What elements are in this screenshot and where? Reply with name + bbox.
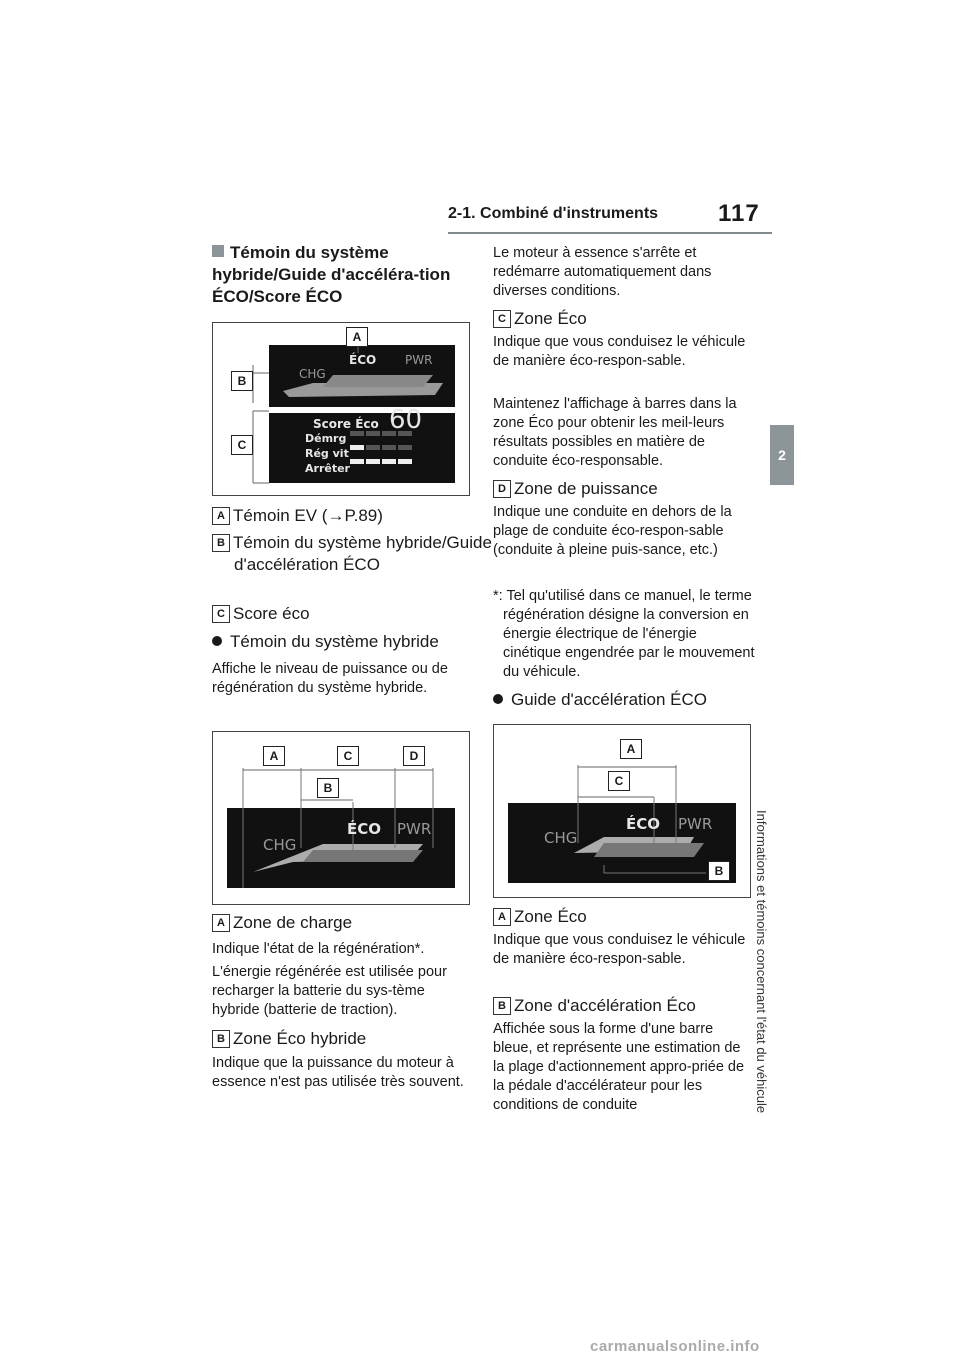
item-eco-zone-2: A Zone Éco xyxy=(493,906,748,928)
fig3-eco-label: ÉCO xyxy=(626,815,661,833)
page-number: 117 xyxy=(718,200,760,227)
chapter-side-title: Informations et témoins concernant l'état du véhicule xyxy=(754,810,769,1114)
item-hybrid-eco-zone: B Zone Éco hybride xyxy=(212,1028,470,1050)
bullet-icon xyxy=(212,636,222,646)
item-ev-indicator: A Témoin EV (→P.89) xyxy=(212,505,470,527)
fig2-tag-b: B xyxy=(317,778,339,798)
fig3-tag-c: C xyxy=(608,771,630,791)
eco-accel-zone-text: Affichée sous la forme d'une barre bleue, et représente une estimation de la plage d'actionnement appro-priée de la pédale d'accélérateur pour les conditions de conduite xyxy=(493,1021,745,1113)
item-score-eco: C Score éco xyxy=(212,603,470,625)
figure-score-eco xyxy=(212,322,470,496)
fig2-tag-c: C xyxy=(337,746,359,766)
charge-zone-text1: Indique l'état de la régénération*. xyxy=(212,941,425,957)
footnote-regeneration: *: Tel qu'utilisé dans ce manuel, le terme régénération désigne la conversion en énergie électrique de l'énergie cinétique engendrée par le mouvement du véhicule. xyxy=(493,588,755,680)
charge-zone-text2: L'énergie régénérée est utilisée pour recharger la batterie du sys-tème hybride (batterie de traction). xyxy=(212,964,447,1018)
fig2-chg-label: CHG xyxy=(263,836,297,854)
item-eco-zone: C Zone Éco xyxy=(493,308,748,330)
fig2-eco-label: ÉCO xyxy=(347,820,382,838)
fig1-chg-label: CHG xyxy=(299,367,326,381)
engine-auto-text: Le moteur à essence s'arrête et redémarre automatiquement dans diverses conditions. xyxy=(493,245,712,299)
score-eco-value: 60 xyxy=(389,405,423,435)
square-bullet-icon xyxy=(212,245,224,257)
fig1-eco-label: ÉCO xyxy=(349,353,377,367)
item-hybrid-indicator: B Témoin du système hybride/Guide d'accélération ÉCO xyxy=(212,532,492,576)
hybrid-indicator-text: Affiche le niveau de puissance ou de régénération du système hybride. xyxy=(212,661,448,696)
col1-heading: Témoin du système hybride/Guide d'accéléra-tion ÉCO/Score ÉCO xyxy=(212,243,451,306)
hybrid-eco-zone-text: Indique que la puissance du moteur à essence n'est pas utilisée très souvent. xyxy=(212,1055,464,1090)
eco-zone-text2: Maintenez l'affichage à barres dans la zone Éco pour obtenir les meil-leurs résultats possibles en matière de conduite éco-responsable. xyxy=(493,396,737,469)
eco-zone-text1: Indique que vous conduisez le véhicule de manière éco-respon-sable. xyxy=(493,334,746,369)
figure-eco-guide xyxy=(493,724,751,898)
chapter-tab: 2 xyxy=(770,425,794,485)
header-rule xyxy=(448,232,772,234)
fig3-chg-label: CHG xyxy=(544,829,578,847)
fig1-tag-c: C xyxy=(231,435,253,455)
score-row-speed: Rég vit xyxy=(305,447,349,460)
score-row-start: Démrg xyxy=(305,432,347,445)
fig2-pwr-label: PWR xyxy=(397,820,432,838)
bullet-hybrid-indicator: Témoin du système hybride xyxy=(212,631,470,653)
bullet-eco-guide: Guide d'accélération ÉCO xyxy=(493,689,748,711)
score-row-stop: Arrêter xyxy=(305,462,350,475)
item-eco-accel-zone: B Zone d'accélération Éco xyxy=(493,995,748,1017)
score-eco-label: Score Éco xyxy=(313,417,379,431)
fig1-pwr-label: PWR xyxy=(405,353,433,367)
figure-hybrid-zones xyxy=(212,731,470,905)
item-charge-zone: A Zone de charge xyxy=(212,912,470,934)
fig2-tag-d: D xyxy=(403,746,425,766)
fig3-pwr-label: PWR xyxy=(678,815,713,833)
fig1-tag-b: B xyxy=(231,371,253,391)
bullet-icon xyxy=(493,694,503,704)
fig3-tag-b: B xyxy=(708,861,730,881)
power-zone-text: Indique une conduite en dehors de la plage de conduite éco-respon-sable (conduite à pleine puis-sance, etc.) xyxy=(493,504,732,558)
fig1-tag-a: A xyxy=(346,327,368,347)
section-title: 2-1. Combiné d'instruments xyxy=(448,205,659,222)
eco-zone-2-text: Indique que vous conduisez le véhicule de manière éco-respon-sable. xyxy=(493,932,746,967)
fig3-tag-a: A xyxy=(620,739,642,759)
item-power-zone: D Zone de puissance xyxy=(493,478,748,500)
watermark-footer: carmanualsonline.info xyxy=(590,1338,760,1355)
fig2-tag-a: A xyxy=(263,746,285,766)
